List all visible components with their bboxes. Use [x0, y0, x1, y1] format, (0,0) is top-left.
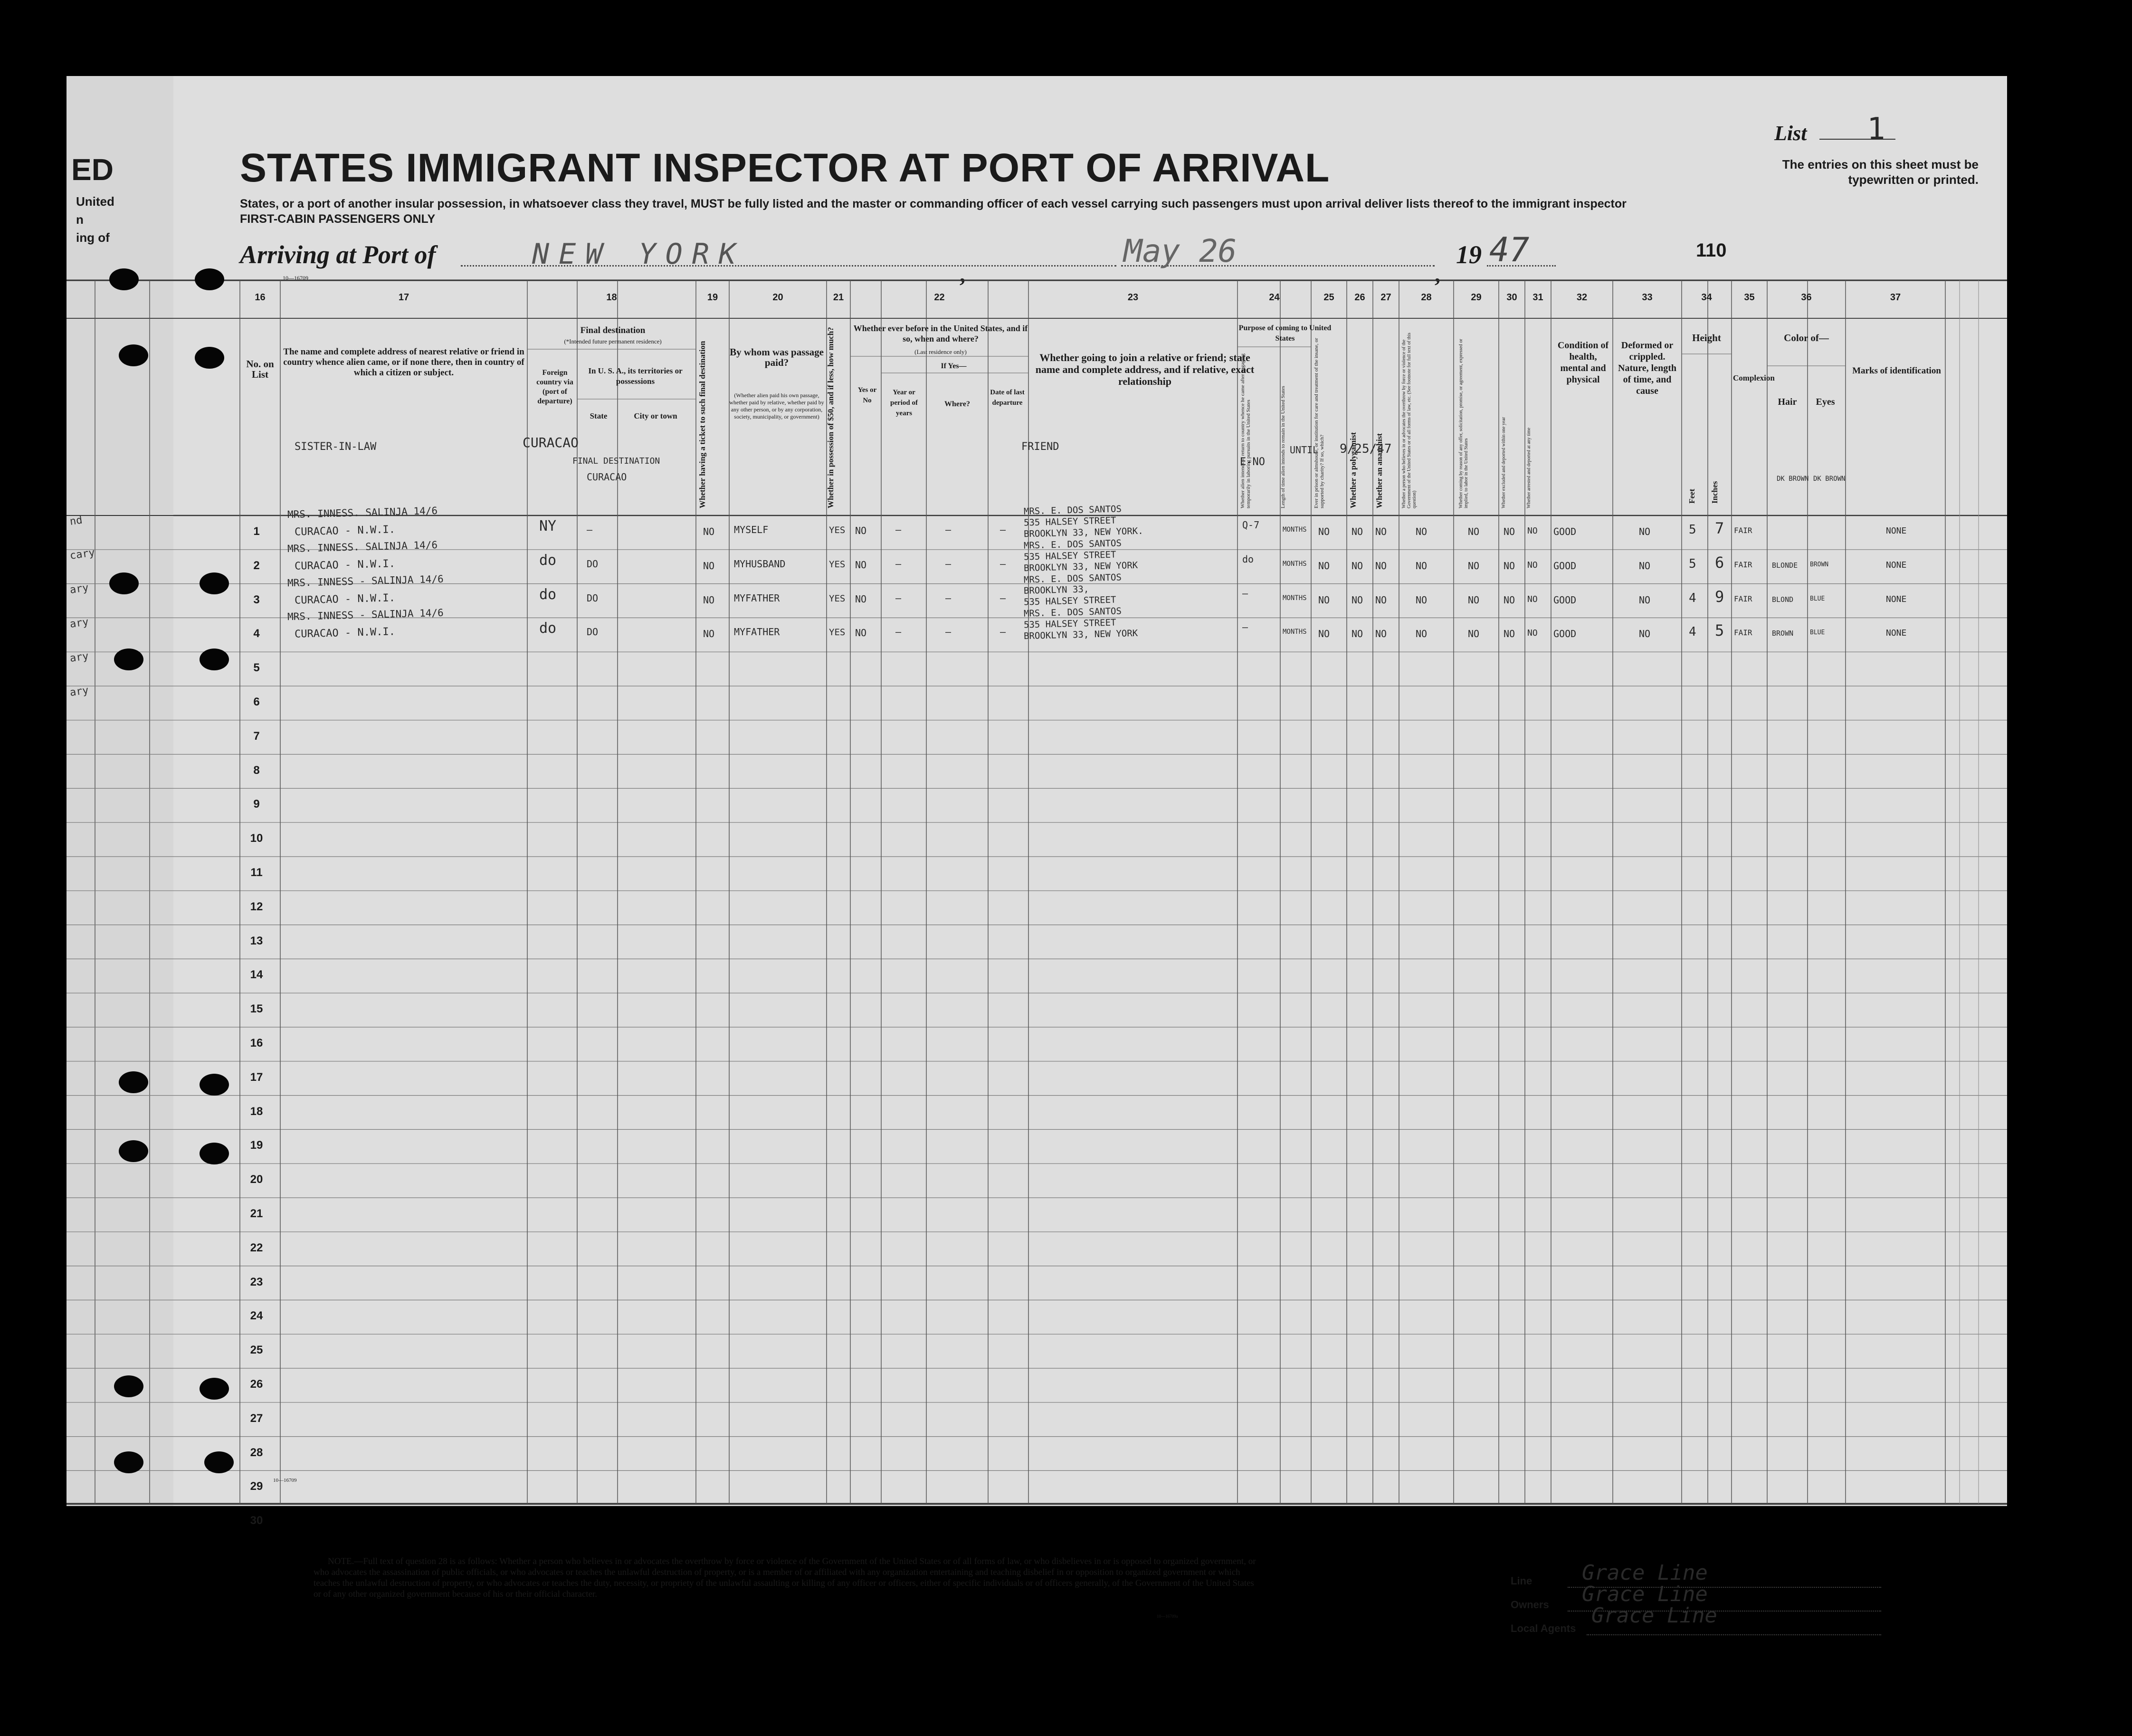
cell-ticket: NO	[703, 526, 715, 537]
column-number: 22	[934, 292, 945, 303]
cell-purpose: —	[1242, 621, 1248, 633]
punch-hole	[200, 1143, 229, 1164]
cell-join-name: MRS. E. DOS SANTOS	[1023, 606, 1122, 620]
cell-q28: NO	[1416, 560, 1428, 572]
cell-q29: NO	[1468, 594, 1480, 606]
cell-health: GOOD	[1553, 594, 1577, 606]
cell-feet: 5	[1689, 556, 1696, 571]
cell-state: DO	[587, 626, 599, 638]
cell-q29: NO	[1468, 526, 1480, 537]
form-code-top: 10—16709	[283, 275, 308, 281]
cell-hair: BLOND	[1772, 595, 1794, 604]
punch-hole	[200, 649, 229, 670]
cell-join-city: 535 HALSEY STREET	[1023, 594, 1116, 608]
cell-q28: NO	[1416, 628, 1428, 640]
header-col-32: Condition of health, mental and physical	[1557, 340, 1609, 385]
cell-relative-address: CURACAO - N.W.I.	[294, 626, 396, 641]
line-value: Grace Line	[1582, 1561, 1708, 1585]
cell-join-name: MRS. E. DOS SANTOS	[1023, 572, 1122, 585]
agents-value: Grace Line	[1591, 1603, 1717, 1628]
form-code-bottom: 10—16709	[273, 1478, 297, 1483]
row-number: 2	[253, 559, 260, 572]
cell-fifty-dollars: YES	[829, 593, 846, 604]
cell-eyes: BROWN	[1810, 561, 1829, 568]
cell-prison: NO	[1318, 560, 1330, 572]
cell-length: MONTHS	[1283, 628, 1307, 636]
cell-q31: NO	[1527, 628, 1538, 639]
cell-marks: NONE	[1886, 594, 1907, 604]
row-number: 30	[250, 1514, 263, 1527]
arriving-label: Arriving at Port of	[240, 240, 436, 269]
cell-join-address: BROOKLYN 33,	[1023, 583, 1089, 596]
annotation-hair: DK BROWN	[1777, 475, 1809, 483]
row-number: 25	[250, 1344, 263, 1357]
cell-health: GOOD	[1553, 560, 1577, 572]
header-col-20-sub: (Whether alien paid his own passage, whether paid by relative, whether paid by any other person, or by any corporation, society, municipality, or government)	[729, 392, 824, 420]
cell-q30: NO	[1504, 628, 1515, 640]
cell-paid-by: MYFATHER	[734, 592, 780, 604]
column-number: 23	[1127, 292, 1139, 303]
row-number: 26	[250, 1378, 263, 1391]
header-col-22-sub: (Last residence only)	[914, 348, 967, 355]
column-number: 20	[772, 292, 783, 303]
cell-years: —	[895, 592, 902, 604]
cell-health: GOOD	[1553, 526, 1577, 537]
header-col-24: Purpose of coming to United States	[1238, 324, 1332, 343]
strip-row-mark: ary	[69, 684, 90, 699]
cell-foreign-country: do	[539, 586, 557, 603]
cell-purpose: —	[1242, 587, 1248, 599]
cell-anarchist: NO	[1375, 526, 1387, 537]
header-col-24-return: Whether alien intends to return to country whence he came after engaging temporarily in laboring pursuits in the United States	[1240, 353, 1251, 508]
row-number: 1	[253, 525, 260, 538]
cell-eyes: BLUE	[1810, 595, 1825, 602]
cell-departure: —	[1000, 524, 1006, 535]
punch-hole	[200, 572, 229, 594]
cell-anarchist: NO	[1375, 560, 1387, 572]
cell-departure: —	[1000, 558, 1006, 570]
strip-row-mark: ary	[69, 582, 90, 596]
cell-years: —	[895, 524, 902, 535]
cell-q31: NO	[1527, 526, 1538, 536]
column-number: 31	[1532, 292, 1543, 303]
annotation-final-destination: FINAL DESTINATION	[572, 456, 660, 466]
cell-polygamist: NO	[1352, 594, 1363, 606]
owners-label: Owners	[1511, 1599, 1549, 1611]
strip-text-3: ing of	[76, 230, 110, 245]
owners-value: Grace Line	[1582, 1582, 1708, 1606]
strip-row-mark: ary	[69, 616, 90, 630]
column-number: 25	[1323, 292, 1334, 303]
port-handwritten: NEW YORK	[532, 238, 745, 271]
header-col-37: Marks of identification	[1852, 366, 1941, 376]
list-number: 1	[1867, 112, 1885, 147]
cell-marks: NONE	[1886, 526, 1907, 536]
year-suffix: 47	[1489, 230, 1530, 269]
page-title: STATES IMMIGRANT INSPECTOR AT PORT OF ARRIVAL	[240, 145, 1330, 190]
strip-ruling	[67, 76, 173, 1506]
date-comma: ,	[1435, 262, 1440, 287]
cell-polygamist: NO	[1352, 560, 1363, 572]
cell-where: —	[945, 558, 952, 570]
cell-fifty-dollars: YES	[829, 559, 846, 570]
cell-complexion: FAIR	[1734, 628, 1752, 638]
cell-departure: —	[1000, 592, 1006, 604]
cell-hair: BROWN	[1772, 629, 1794, 638]
header-col-36: Color of—	[1784, 332, 1829, 343]
form-code-footnote: 10—16709a	[1157, 1614, 1178, 1619]
cell-purpose: Q-7	[1242, 519, 1260, 531]
cell-polygamist: NO	[1352, 526, 1363, 537]
agents-underline	[1587, 1634, 1881, 1635]
cell-health: GOOD	[1553, 628, 1577, 640]
cell-where: —	[945, 626, 952, 638]
cell-where: —	[945, 592, 952, 604]
column-number: 24	[1269, 292, 1280, 303]
punch-hole	[195, 268, 224, 290]
cell-deformed: NO	[1639, 560, 1651, 572]
header-col-18-usa: In U. S. A., its territories or possessions	[588, 366, 683, 386]
punch-hole	[109, 572, 139, 594]
row-number: 28	[250, 1446, 263, 1459]
row-number: 15	[250, 1002, 263, 1016]
cell-join-city: BROOKLYN 33, NEW YORK	[1023, 628, 1138, 642]
cell-before-in-us: NO	[855, 525, 867, 536]
cell-q31: NO	[1527, 560, 1538, 570]
cell-prison: NO	[1318, 628, 1330, 640]
punch-hole	[114, 1375, 143, 1397]
punch-hole	[204, 1451, 234, 1473]
cell-paid-by: MYFATHER	[734, 626, 780, 638]
cell-join-address: 535 HALSEY STREET	[1023, 617, 1116, 630]
header-col-27: Whether an anarchist	[1375, 433, 1384, 508]
cell-foreign-country: NY	[539, 518, 557, 534]
cell-q31: NO	[1527, 594, 1538, 604]
header-col-20: By whom was passage paid?	[730, 346, 824, 368]
row-number: 13	[250, 934, 263, 947]
cell-feet: 5	[1689, 523, 1696, 537]
cell-ticket: NO	[703, 594, 715, 606]
header-col-22-yes-no: Yes or No	[857, 386, 877, 404]
header-col-18-country: Foreign country via (port of departure)	[536, 369, 573, 405]
cell-state: DO	[587, 592, 599, 604]
column-number: 34	[1701, 292, 1712, 303]
header-col-25: Ever in prison or almshouse, or institution for care and treatment of the insane, or supported by charity? If so, which?	[1313, 338, 1325, 508]
cell-length: MONTHS	[1283, 560, 1307, 568]
row-number: 22	[250, 1241, 263, 1254]
row-number: 16	[250, 1037, 263, 1049]
column-number: 18	[606, 292, 617, 303]
punch-hole	[200, 1074, 229, 1096]
list-label: List	[1774, 122, 1807, 145]
cell-relative-name: MRS. INNESS - SALINJA 14/6	[287, 607, 444, 623]
header-col-30: Whether excluded and deported within one year	[1501, 417, 1506, 508]
punch-hole	[200, 1378, 229, 1400]
strip-title-fragment: ED	[71, 153, 114, 187]
cell-join-name: MRS. E. DOS SANTOS	[1023, 504, 1122, 517]
cell-q30: NO	[1504, 594, 1515, 606]
row-number: 6	[253, 696, 260, 708]
cell-relative-address: CURACAO - N.W.I.	[294, 558, 396, 572]
cell-prison: NO	[1318, 594, 1330, 606]
stamp-number: 110	[1696, 240, 1727, 261]
cell-paid-by: MYHUSBAND	[734, 558, 786, 570]
cell-q30: NO	[1504, 526, 1515, 537]
row-number: 11	[250, 866, 263, 879]
header-col-18-city: City or town	[634, 411, 677, 420]
column-number: 32	[1576, 292, 1588, 303]
row-number: 20	[250, 1173, 263, 1186]
row-number: 12	[250, 900, 263, 913]
header-col-22-years: Year or period of years	[890, 389, 918, 417]
cell-join-city: BROOKLYN 33, NEW YORK.	[1023, 525, 1143, 540]
row-number: 24	[250, 1309, 263, 1323]
cell-relative-name: MRS. INNESS. SALINJA 14/6	[287, 539, 438, 554]
column-number: 27	[1380, 292, 1391, 303]
cell-foreign-country: do	[539, 552, 557, 569]
strip-row-mark: cary	[69, 546, 96, 562]
strip-row-mark: nd	[69, 514, 84, 528]
row-number: 19	[250, 1139, 263, 1152]
cell-years: —	[895, 626, 902, 638]
row-number: 4	[253, 627, 260, 640]
cell-years: —	[895, 558, 902, 570]
cell-before-in-us: NO	[855, 627, 867, 639]
cell-q28: NO	[1416, 526, 1428, 537]
annotation-eyes: DK BROWN	[1813, 475, 1846, 483]
annotation-relationship: SISTER-IN-LAW	[295, 441, 377, 453]
cell-marks: NONE	[1886, 560, 1907, 570]
punch-hole	[119, 344, 148, 366]
annotation-friend: FRIEND	[1021, 441, 1059, 453]
cell-inches: 7	[1715, 519, 1724, 537]
header-col-22-if-yes: If Yes—	[941, 362, 967, 370]
cell-length: MONTHS	[1283, 594, 1307, 602]
agents-label: Local Agents	[1511, 1622, 1576, 1634]
cell-join-address: 535 HALSEY STREET	[1023, 549, 1116, 563]
row-number: 3	[253, 593, 260, 606]
cell-join-address: 535 HALSEY STREET	[1023, 515, 1116, 528]
cell-q28: NO	[1416, 594, 1428, 606]
header-col-33: Deformed or crippled. Nature, length of time, and cause	[1618, 340, 1676, 396]
cell-relative-address: CURACAO - N.W.I.	[294, 591, 396, 607]
header-col-23: Whether going to join a relative or friend; state name and complete address, and if relative, exact relationship	[1035, 352, 1255, 387]
cell-polygamist: NO	[1352, 628, 1363, 640]
cell-inches: 6	[1715, 553, 1724, 572]
row-number: 23	[250, 1275, 263, 1288]
cell-fifty-dollars: YES	[829, 525, 846, 535]
cell-anarchist: NO	[1375, 594, 1387, 606]
cell-state: DO	[587, 558, 599, 570]
cell-where: —	[945, 524, 952, 535]
question-28-footnote: NOTE.—Full text of question 28 is as follows: Whether a person who believes in or advocates the overthrow by force or violence of the Government of the United States or of all forms of law, or who disbelieves in or is opposed to organized government, or who advocates the assassination of public officials, or who advocates or teaches the unlawful destruction of property, or is a member of or affiliated with any organization entertaining and teaching disbelief in or opposition to organized government or which teaches the unlawful destruction of property, or who advocates or teaches the duty, necessity, or propriety of the unlawful assaulting or killing of any officer or officers, either of specific individuals or of officers generally, of the Government of the United States or of any other organized government because of his or their official character.	[314, 1556, 1256, 1599]
row-number: 18	[250, 1105, 263, 1118]
cell-feet: 4	[1689, 591, 1696, 605]
cabin-class: FIRST-CABIN PASSENGERS ONLY	[240, 212, 436, 226]
punch-hole	[114, 1451, 143, 1473]
header-col-18-sub: (*Intended future permanent residence)	[564, 338, 662, 345]
column-number: 35	[1744, 292, 1755, 303]
cell-deformed: NO	[1639, 526, 1651, 537]
cell-relative-name: MRS. INNESS - SALINJA 14/6	[287, 573, 444, 589]
cell-ticket: NO	[703, 560, 715, 572]
header-col-22-departure: Date of last departure	[990, 389, 1025, 407]
cell-complexion: FAIR	[1734, 526, 1752, 535]
column-number: 37	[1890, 292, 1901, 303]
cell-join-name: MRS. E. DOS SANTOS	[1023, 538, 1122, 551]
punch-hole	[119, 1071, 148, 1093]
cell-purpose: do	[1242, 553, 1254, 565]
header-col-19: Whether having a ticket to such final destination	[698, 341, 707, 508]
cell-eyes: BLUE	[1810, 629, 1825, 637]
cell-foreign-country: do	[539, 620, 557, 637]
strip-row-mark: ary	[69, 650, 90, 665]
column-number: 29	[1471, 292, 1482, 303]
cell-deformed: NO	[1639, 628, 1651, 640]
annotation-destination-city: CURACAO	[587, 471, 627, 483]
header-col-34: Height	[1692, 332, 1721, 343]
cell-before-in-us: NO	[855, 593, 867, 605]
cell-hair: BLONDE	[1772, 561, 1798, 570]
header-col-17: The name and complete address of nearest relative or friend in country whence alien came, or if none there, then in country of which a citizen or subject.	[283, 347, 524, 378]
annotation-destination: CURACAO	[523, 435, 579, 450]
header-col-26: Whether a polygamist	[1349, 432, 1358, 508]
cell-fifty-dollars: YES	[829, 627, 846, 638]
row-number: 27	[250, 1412, 263, 1425]
header-col-29: Whether coming by reason of any offer, solicitation, promise, or agreement, expressed or implied, to labor in the United States	[1458, 339, 1469, 508]
annotation-until-date: 9/25/47	[1340, 442, 1392, 456]
entries-note: The entries on this sheet must be typewritten or printed.	[1782, 157, 1979, 187]
row-number: 29	[250, 1480, 263, 1493]
header-col-18-state: State	[590, 411, 608, 420]
cell-inches: 5	[1715, 621, 1724, 640]
cell-ticket: NO	[703, 628, 715, 640]
header-col-18: Final destination	[580, 325, 646, 335]
cell-state: —	[587, 524, 593, 535]
row-number: 17	[250, 1070, 263, 1084]
row-number: 5	[253, 661, 260, 675]
column-number: 21	[833, 292, 844, 303]
header-col-36-eyes: Eyes	[1816, 397, 1835, 407]
punch-hole	[195, 347, 224, 369]
cell-marks: NONE	[1886, 628, 1907, 639]
cell-inches: 9	[1715, 587, 1724, 606]
cell-q29: NO	[1468, 628, 1480, 640]
column-number: 19	[707, 292, 718, 303]
annotation-purpose: E-NO	[1240, 456, 1265, 468]
cell-complexion: FAIR	[1734, 560, 1752, 569]
header-col-35: Complexion	[1733, 373, 1775, 382]
column-number: 28	[1421, 292, 1432, 303]
column-number: 16	[255, 292, 266, 303]
cell-prison: NO	[1318, 526, 1330, 537]
annotation-until: UNTIL	[1290, 444, 1319, 456]
cell-departure: —	[1000, 626, 1006, 638]
cell-relative-address: CURACAO - N.W.I.	[294, 524, 396, 538]
cell-anarchist: NO	[1375, 628, 1387, 640]
column-number: 26	[1354, 292, 1365, 303]
cell-q30: NO	[1504, 560, 1515, 572]
port-comma: ,	[960, 262, 965, 287]
cell-q29: NO	[1468, 560, 1480, 572]
header-col-36-hair: Hair	[1778, 397, 1797, 407]
instruction-text: States, or a port of another insular possession, in whatsoever class they travel, MUST be fully listed and the master or commanding officer of each vessel carrying such passengers must upon arrival deliver lists thereof to the immigrant inspector	[240, 197, 1627, 210]
header-col-34-inches: Inches	[1710, 481, 1719, 504]
cell-deformed: NO	[1639, 594, 1651, 606]
table-ruling	[173, 76, 2007, 1506]
header-col-31: Whether arrested and deported at any time	[1526, 428, 1532, 508]
column-number: 36	[1801, 292, 1812, 303]
header-col-22-where: Where?	[944, 400, 970, 408]
row-number: 9	[253, 798, 260, 811]
cell-join-city: BROOKLYN 33, NEW YORK	[1023, 560, 1138, 573]
row-number: 21	[250, 1207, 263, 1220]
column-number: 17	[398, 292, 409, 303]
cell-complexion: FAIR	[1734, 594, 1752, 603]
header-col-22: Whether ever before in the United States, and if so, when and where?	[853, 324, 1028, 343]
header-col-28: Whether a person who believes in or advocates the overthrow by force or violence of the Government of the United States or of all forms of law, etc. (See footnote for full text of this question)	[1401, 333, 1417, 508]
punch-hole	[114, 649, 143, 670]
cell-feet: 4	[1689, 625, 1696, 639]
strip-text-1: United	[76, 194, 114, 209]
header-col-34-feet: Feet	[1687, 488, 1696, 504]
cell-relative-name: MRS. INNESS. SALINJA 14/6	[287, 505, 438, 521]
line-label: Line	[1511, 1575, 1532, 1587]
header-col-24-length: Length of time alien intends to remain in the United States	[1280, 386, 1286, 508]
row-number: 7	[253, 729, 260, 743]
column-number: 30	[1506, 292, 1517, 303]
row-number: 14	[250, 968, 263, 982]
year-prefix: 19	[1456, 240, 1482, 269]
date-handwritten: May 26	[1123, 233, 1237, 269]
cell-paid-by: MYSELF	[734, 524, 769, 535]
row-number: 10	[250, 832, 263, 845]
header-no-on-list: No. on List	[246, 358, 274, 380]
cell-length: MONTHS	[1283, 526, 1307, 534]
punch-hole	[119, 1140, 148, 1162]
strip-text-2: n	[76, 212, 84, 227]
cell-before-in-us: NO	[855, 559, 867, 571]
header-col-21: Whether in possession of $50, and if less, how much?	[826, 327, 835, 508]
column-number: 33	[1642, 292, 1653, 303]
manifest-sheet	[173, 76, 2007, 1634]
row-number: 8	[253, 763, 260, 777]
punch-hole	[109, 268, 139, 290]
